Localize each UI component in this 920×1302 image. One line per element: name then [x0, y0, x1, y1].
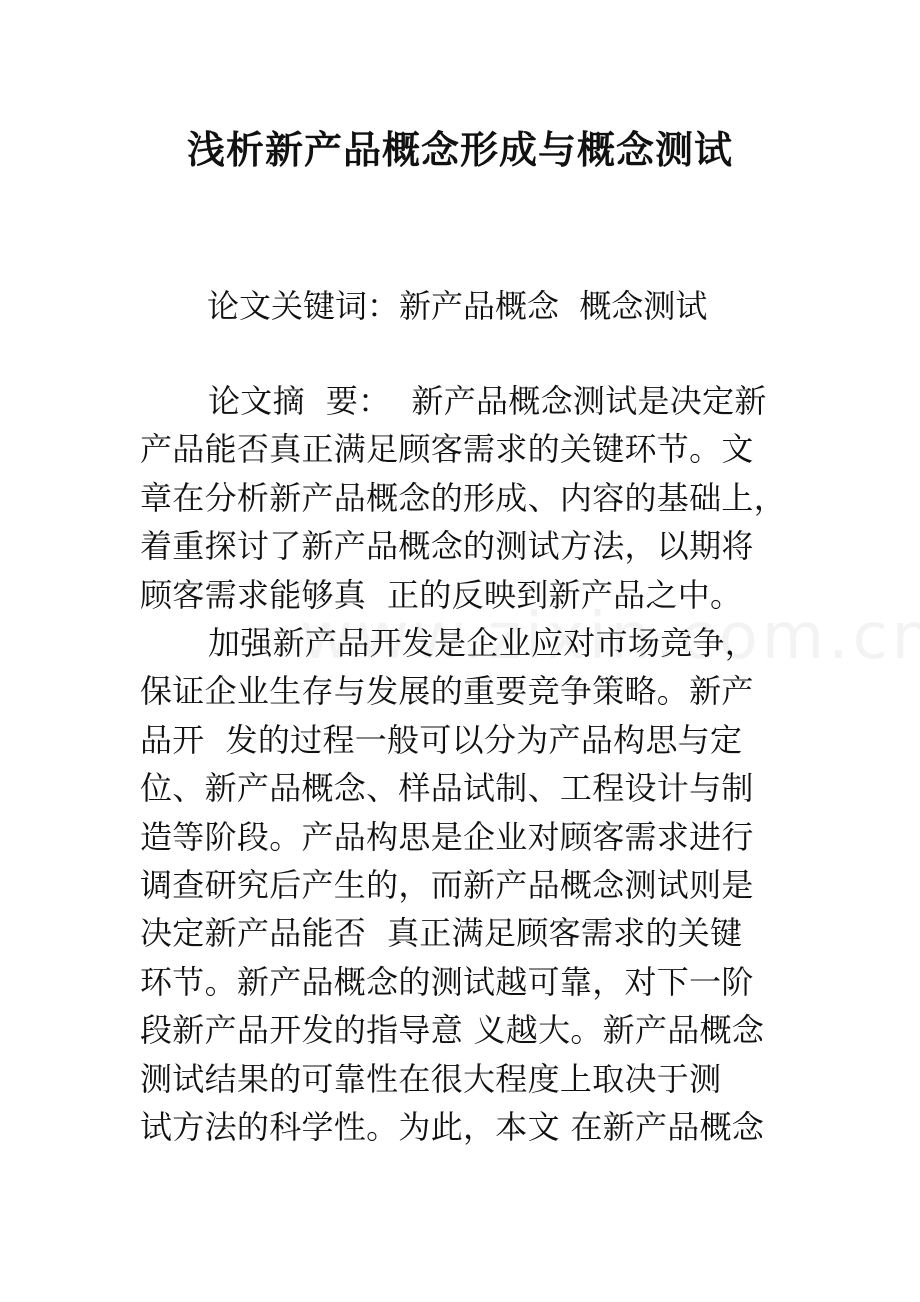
body-line: 加强新产品开发是企业应对市场竞争，: [208, 624, 758, 663]
body-line: 品开 发的过程一般可以分为产品构思与定: [140, 720, 743, 759]
body-line: 论文摘 要： 新产品概念测试是决定新: [208, 382, 767, 420]
body-line: 章在分析新产品概念的形成、内容的基础上，: [140, 478, 787, 517]
body-line: 决定新产品能否 真正满足顾客需求的关键: [140, 914, 743, 953]
body-line: 测试结果的可靠性在很大程度上取决于测: [140, 1059, 722, 1098]
body-line: 调查研究后产生的，而新产品概念测试则是: [140, 866, 754, 905]
document-title: 浅析新产品概念形成与概念测试: [186, 128, 733, 172]
body-line: 顾客需求能够真 正的反映到新产品之中。: [140, 575, 743, 614]
body-line: 位、新产品概念、样品试制、工程设计与制: [140, 769, 754, 808]
body-line: 造等阶段。产品构思是企业对顾客需求进行: [140, 817, 754, 856]
body-line: 着重探讨了新产品概念的测试方法，以期将: [140, 527, 754, 566]
body-line: 产品能否真正满足顾客需求的关键环节。文: [140, 430, 754, 469]
body-line: 保证企业生存与发展的重要竞争策略。新产: [140, 672, 754, 711]
body-text: [140, 377, 800, 1152]
body-line: 段新产品开发的指导意 义越大。新产品概念: [140, 1011, 765, 1050]
body-line: 试方法的科学性。为此，本文 在新产品概念: [140, 1108, 765, 1147]
keywords-line: 论文关键词：新产品概念 概念测试: [207, 287, 708, 325]
body-line: 环节。新产品概念的测试越可靠，对下一阶: [140, 962, 754, 1001]
